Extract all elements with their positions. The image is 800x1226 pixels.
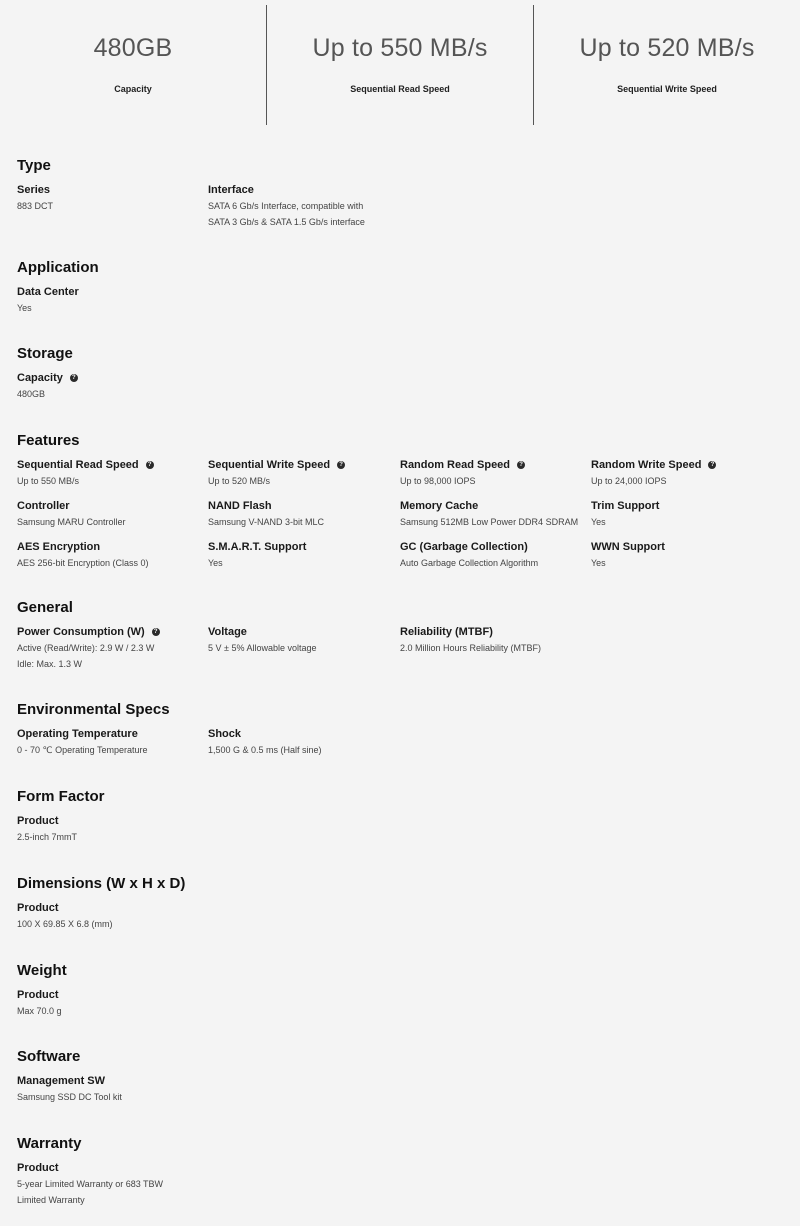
spec-label: [591, 457, 781, 473]
spec-management-sw: [17, 1073, 207, 1106]
spec-nand-flash: [208, 498, 398, 531]
spec-value: Limited Warranty: [17, 1194, 85, 1205]
spec-value: Samsung SSD DC Tool kit: [17, 1092, 122, 1102]
spec-value: Up to 24,000 IOPS: [591, 476, 667, 486]
section-title: Storage: [17, 345, 73, 362]
spec-highlights: [0, 0, 800, 128]
spec-label: Product: [17, 989, 59, 1001]
spec-label: Management SW: [17, 1075, 106, 1087]
spec-value: SATA 3 Gb/s & SATA 1.5 Gb/s interface: [208, 216, 365, 227]
spec-value: Yes: [591, 517, 606, 527]
spec-value: Up to 550 MB/s: [17, 476, 80, 486]
spec-random-read-speed: [400, 457, 590, 490]
section-type: [17, 156, 797, 227]
section-title: Form Factor: [17, 788, 105, 805]
spec-label: WWN Support: [591, 541, 665, 553]
spec-product: [17, 987, 207, 1020]
spec-value: Up to 520 MB/s: [208, 476, 271, 486]
highlight-label: Capacity: [114, 84, 152, 94]
spec-product: [17, 900, 207, 933]
section-title: Application: [17, 259, 99, 276]
section-environmental: [17, 700, 797, 755]
highlight-read-speed: [266, 5, 533, 125]
spec-label-text: Sequential Write Speed: [208, 459, 331, 471]
spec-value: Active (Read/Write): 2.9 W / 2.3 W: [17, 643, 155, 653]
section-title: Environmental Specs: [17, 701, 170, 718]
spec-sequential-read-speed: [17, 457, 207, 490]
section-title: Features: [17, 432, 80, 449]
spec-label: Controller: [17, 500, 70, 512]
spec-value: 2.5-inch 7mmT: [17, 832, 78, 842]
spec-reliability: [400, 624, 590, 657]
spec-label: [17, 370, 207, 386]
spec-voltage: [208, 624, 398, 657]
spec-series: [17, 182, 207, 215]
spec-value: 2.0 Million Hours Reliability (MTBF): [400, 643, 542, 653]
section-general: [17, 598, 797, 669]
spec-aes-encryption: [17, 539, 207, 572]
spec-label-text: Power Consumption (W): [17, 626, 145, 638]
highlight-label: Sequential Write Speed: [617, 84, 717, 94]
spec-value: Auto Garbage Collection Algorithm: [400, 558, 539, 568]
spec-label: GC (Garbage Collection): [400, 541, 528, 553]
spec-operating-temperature: [17, 726, 207, 759]
spec-label: Interface: [208, 184, 254, 196]
section-title: General: [17, 599, 73, 616]
help-icon[interactable]: ?: [146, 461, 154, 469]
section-title: Type: [17, 157, 51, 174]
spec-label: Series: [17, 184, 51, 196]
spec-value: AES 256-bit Encryption (Class 0): [17, 558, 149, 568]
spec-shock: [208, 726, 398, 759]
section-title: Warranty: [17, 1135, 82, 1152]
highlight-value: Up to 550 MB/s: [312, 34, 488, 62]
spec-wwn-support: [591, 539, 781, 572]
section-features: [17, 431, 797, 568]
section-title: Weight: [17, 962, 67, 979]
spec-product: [17, 1160, 207, 1208]
section-weight: [17, 961, 797, 1016]
help-icon[interactable]: ?: [152, 628, 160, 636]
spec-value: 883 DCT: [17, 201, 54, 211]
spec-value: Samsung V-NAND 3-bit MLC: [208, 517, 325, 527]
spec-value: Samsung 512MB Low Power DDR4 SDRAM: [400, 517, 579, 527]
section-storage: [17, 344, 797, 399]
spec-label: [17, 457, 207, 473]
highlight-write-speed: [533, 5, 800, 125]
spec-product: [17, 813, 207, 846]
spec-trim-support: [591, 498, 781, 531]
spec-label: Reliability (MTBF): [400, 626, 493, 638]
spec-label: AES Encryption: [17, 541, 101, 553]
help-icon[interactable]: ?: [70, 374, 78, 382]
spec-random-write-speed: [591, 457, 781, 490]
section-title: Dimensions (W x H x D): [17, 875, 186, 892]
spec-interface: [208, 182, 398, 230]
spec-label-text: Random Write Speed: [591, 459, 702, 471]
highlight-label: Sequential Read Speed: [350, 84, 450, 94]
highlight-capacity: [0, 0, 266, 128]
spec-capacity: [17, 370, 207, 403]
help-icon[interactable]: ?: [517, 461, 525, 469]
spec-value: Yes: [208, 558, 223, 568]
spec-value: 100 X 69.85 X 6.8 (mm): [17, 919, 113, 929]
section-warranty: [17, 1134, 797, 1205]
spec-value: Max 70.0 g: [17, 1006, 62, 1016]
spec-label-text: Sequential Read Speed: [17, 459, 139, 471]
spec-label: Product: [17, 1162, 59, 1174]
spec-value: Up to 98,000 IOPS: [400, 476, 476, 486]
spec-label: Voltage: [208, 626, 247, 638]
spec-label: S.M.A.R.T. Support: [208, 541, 307, 553]
section-application: [17, 258, 797, 313]
spec-value: 5-year Limited Warranty or 683 TBW: [17, 1179, 164, 1189]
spec-label-text: Capacity: [17, 372, 63, 384]
spec-smart-support: [208, 539, 398, 572]
section-title: Software: [17, 1048, 81, 1065]
spec-label: [400, 457, 590, 473]
section-dimensions: [17, 874, 797, 929]
spec-label: Memory Cache: [400, 500, 479, 512]
spec-label: Shock: [208, 728, 242, 740]
spec-value: 5 V ± 5% Allowable voltage: [208, 643, 317, 653]
spec-garbage-collection: [400, 539, 590, 572]
spec-value: 1,500 G & 0.5 ms (Half sine): [208, 745, 322, 755]
spec-sequential-write-speed: [208, 457, 398, 490]
spec-label: Product: [17, 815, 59, 827]
spec-value: 480GB: [17, 389, 46, 399]
spec-label: Data Center: [17, 286, 79, 298]
spec-value: Idle: Max. 1.3 W: [17, 658, 83, 669]
spec-label: Trim Support: [591, 500, 660, 512]
spec-power-consumption: [17, 624, 207, 672]
spec-value: SATA 6 Gb/s Interface, compatible with: [208, 201, 364, 211]
spec-controller: [17, 498, 207, 531]
highlight-value: Up to 520 MB/s: [579, 34, 755, 62]
spec-label-text: Random Read Speed: [400, 459, 511, 471]
spec-label: Product: [17, 902, 59, 914]
spec-value: Yes: [17, 303, 32, 313]
spec-label: NAND Flash: [208, 500, 272, 512]
spec-label: Operating Temperature: [17, 728, 138, 740]
spec-value: Samsung MARU Controller: [17, 517, 126, 527]
help-icon[interactable]: ?: [337, 461, 345, 469]
spec-value: Yes: [591, 558, 606, 568]
help-icon[interactable]: ?: [708, 461, 716, 469]
highlight-value: 480GB: [93, 34, 173, 62]
spec-data-center: [17, 284, 207, 317]
spec-value: 0 - 70 ℃ Operating Temperature: [17, 745, 148, 755]
spec-label: [208, 457, 398, 473]
section-form-factor: [17, 787, 797, 842]
spec-label: [17, 624, 207, 640]
section-software: [17, 1047, 797, 1102]
spec-memory-cache: [400, 498, 590, 531]
